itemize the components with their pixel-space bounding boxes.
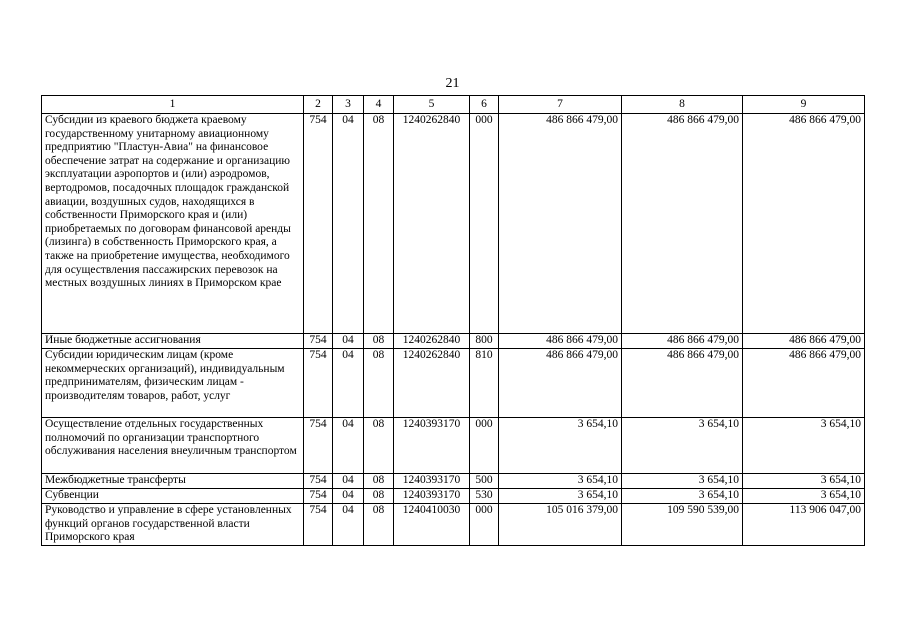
row-code-2: 754 <box>304 349 333 418</box>
col-header-9: 9 <box>743 96 865 114</box>
row-amount-9: 486 866 479,00 <box>743 349 865 418</box>
page-number: 21 <box>445 76 460 91</box>
row-code-2: 754 <box>304 334 333 349</box>
row-code-3: 04 <box>333 504 364 546</box>
row-amount-8: 109 590 539,00 <box>622 504 743 546</box>
row-code-6: 000 <box>470 504 499 546</box>
row-code-5: 1240262840 <box>394 349 470 418</box>
col-header-5: 5 <box>394 96 470 114</box>
row-code-4: 08 <box>364 418 394 474</box>
row-amount-8: 3 654,10 <box>622 474 743 489</box>
row-code-2: 754 <box>304 474 333 489</box>
row-code-6: 800 <box>470 334 499 349</box>
col-header-8: 8 <box>622 96 743 114</box>
row-amount-7: 3 654,10 <box>499 418 622 474</box>
table-row <box>42 418 865 474</box>
row-amount-8: 486 866 479,00 <box>622 334 743 349</box>
row-description: Иные бюджетные ассигнования <box>42 334 304 349</box>
row-code-4: 08 <box>364 334 394 349</box>
row-description: Руководство и управление в сфере установленных функций органов государственной власти Приморского края <box>42 504 304 546</box>
row-description: Осуществление отдельных государственных полномочий по организации транспортного обслуживания населения внеуличным транспортом <box>42 418 304 474</box>
table-row <box>42 489 865 504</box>
table-row <box>42 114 865 334</box>
row-code-2: 754 <box>304 114 333 334</box>
row-amount-8: 486 866 479,00 <box>622 349 743 418</box>
row-amount-9: 3 654,10 <box>743 418 865 474</box>
row-amount-9: 486 866 479,00 <box>743 114 865 334</box>
row-code-5: 1240393170 <box>394 474 470 489</box>
row-code-5: 1240262840 <box>394 114 470 334</box>
row-code-5: 1240393170 <box>394 418 470 474</box>
col-header-3: 3 <box>333 96 364 114</box>
col-header-1: 1 <box>42 96 304 114</box>
row-code-6: 000 <box>470 114 499 334</box>
row-amount-9: 486 866 479,00 <box>743 334 865 349</box>
row-code-3: 04 <box>333 349 364 418</box>
row-code-6: 810 <box>470 349 499 418</box>
row-code-2: 754 <box>304 504 333 546</box>
budget-table <box>41 95 865 546</box>
row-code-3: 04 <box>333 114 364 334</box>
row-code-5: 1240262840 <box>394 334 470 349</box>
col-header-2: 2 <box>304 96 333 114</box>
row-amount-9: 3 654,10 <box>743 474 865 489</box>
row-code-4: 08 <box>364 489 394 504</box>
row-code-4: 08 <box>364 504 394 546</box>
row-code-3: 04 <box>333 418 364 474</box>
row-code-2: 754 <box>304 489 333 504</box>
col-header-7: 7 <box>499 96 622 114</box>
row-code-6: 530 <box>470 489 499 504</box>
row-description: Межбюджетные трансферты <box>42 474 304 489</box>
row-description: Субвенции <box>42 489 304 504</box>
row-amount-7: 486 866 479,00 <box>499 349 622 418</box>
row-code-3: 04 <box>333 489 364 504</box>
row-description: Субсидии из краевого бюджета краевому государственному унитарному авиационному предприятию "Пластун-Авиа" на финансовое обеспечение затрат на содержание и организацию эксплуатации аэропортов и (или) аэродромов, вертодромов, посадочных площадок гражданской авиации, воздушных судов, находящихся в собственности Приморского края и (или) приобретаемых по договорам финансовой аренды (лизинга) в собственность Приморского края, а также на приобретение имущества, необходимого для осуществления пассажирских перевозок на местных воздушных линиях в Приморском крае <box>42 114 304 334</box>
row-amount-9: 3 654,10 <box>743 489 865 504</box>
row-amount-7: 3 654,10 <box>499 489 622 504</box>
col-header-6: 6 <box>470 96 499 114</box>
row-amount-7: 3 654,10 <box>499 474 622 489</box>
row-code-6: 000 <box>470 418 499 474</box>
table-row <box>42 474 865 489</box>
row-amount-8: 3 654,10 <box>622 489 743 504</box>
table-row <box>42 349 865 418</box>
row-amount-7: 486 866 479,00 <box>499 114 622 334</box>
table-row <box>42 334 865 349</box>
row-code-3: 04 <box>333 474 364 489</box>
row-code-4: 08 <box>364 114 394 334</box>
row-amount-7: 486 866 479,00 <box>499 334 622 349</box>
row-code-5: 1240410030 <box>394 504 470 546</box>
row-code-6: 500 <box>470 474 499 489</box>
header-row <box>42 96 865 114</box>
row-amount-9: 113 906 047,00 <box>743 504 865 546</box>
row-description: Субсидии юридическим лицам (кроме некоммерческих организаций), индивидуальным предпринимателям, физическим лицам - производителям товаров, работ, услуг <box>42 349 304 418</box>
row-amount-7: 105 016 379,00 <box>499 504 622 546</box>
col-header-4: 4 <box>364 96 394 114</box>
row-amount-8: 3 654,10 <box>622 418 743 474</box>
row-code-4: 08 <box>364 349 394 418</box>
table-row <box>42 504 865 546</box>
row-code-4: 08 <box>364 474 394 489</box>
row-amount-8: 486 866 479,00 <box>622 114 743 334</box>
row-code-5: 1240393170 <box>394 489 470 504</box>
row-code-2: 754 <box>304 418 333 474</box>
row-code-3: 04 <box>333 334 364 349</box>
